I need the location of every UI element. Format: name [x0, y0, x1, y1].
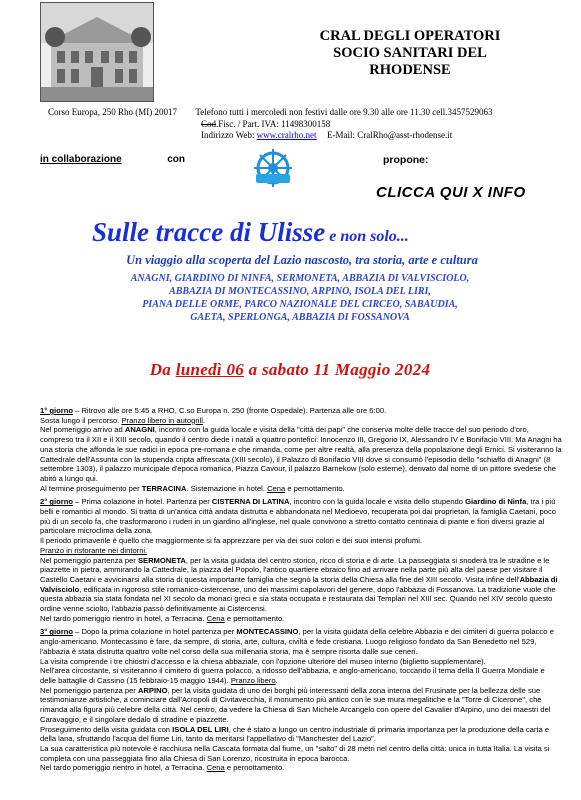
day-2-place: Giardino di Ninfa	[465, 497, 527, 507]
day-2-place: SERMONETA	[137, 555, 186, 565]
day-1-text: .	[202, 415, 206, 425]
day-3-text: Nel tardo pomeriggio rientro in hotel, a Terracina.	[40, 763, 207, 773]
day-1-place: TERRACINA	[141, 483, 187, 493]
collaboration-underlined: in collaborazione	[40, 154, 122, 165]
day-3-place: ARPINO	[137, 685, 168, 695]
day-3-text: La visita comprende i tre chiostri d'accesso e la chiesa abbaziale, con l'opzione ulteriore del museo interno (biglietto supplementare).	[40, 656, 486, 666]
destinations-line-3: PIANA DELLE ORME, PARCO NAZIONALE DEL CIRCEO, SABAUDIA,	[142, 299, 458, 310]
day-2-place: Abbazia di Valvisciolo	[40, 574, 558, 594]
day-3-text: e pernottamento.	[224, 763, 285, 773]
propone-label: propone:	[383, 154, 429, 166]
day-3-text: .	[275, 675, 278, 685]
website-link[interactable]: www.cralrho.net	[256, 130, 317, 140]
building-illustration	[41, 3, 153, 101]
day-1-lunch: Pranzo libero in autogrill	[121, 415, 203, 425]
contact-row-1	[48, 107, 568, 119]
day-3-text: La sua caratteristica più notevole è racchiusa nella Cascata formata dal fiume, un "salto" di 28 metri nel centro della città: unica in tutta Italia. La visita si completa con una passeggiata fino alla Chiesa di San Lorenzo, ricostruita in epoca barocca.	[40, 743, 550, 763]
day-2-text: e pernottamento.	[224, 613, 285, 623]
day-1-text: – Ritrovo alle ore 5:45 a RHO, C.so Europa n. 250 (fronte Ospedale). Partenza alle ore 6:00.	[73, 406, 387, 415]
day-3-text: Nel pomeriggio partenza per	[40, 685, 138, 695]
dates-start: lunedì 06	[175, 360, 245, 379]
day-1-text: . Sistemazione in hotel.	[186, 483, 268, 493]
day-3-place: MONTECASSINO	[236, 627, 299, 637]
codfisc-label: Cod	[201, 118, 217, 129]
ship-wheel-logo-icon	[248, 146, 298, 192]
event-subtitle: Un viaggio alla scoperta del Lazio nascosto, tra storia, arte e cultura	[126, 253, 478, 267]
destinations-list	[40, 272, 560, 324]
destinations-line-4: GAETA, SPERLONGA, ABBAZIA DI FOSSANOVA	[190, 312, 410, 323]
day-3-text: – Dopo la prima colazione in hotel partenza per	[73, 627, 237, 637]
day-3-text: Nell'area circostante, si visiteranno il cimitero di guerra polacco, a ridosso dell'abbazia, e anglo-americano, toccando il tema della II Guerra Mondiale e delle battaglie di Cassino (15 febbraio-15 maggio 1944).	[40, 666, 545, 685]
day-2-dinner: Cena	[206, 613, 225, 623]
day-3-text: , per la visita guidata della celebre Abbazia e dei cimiteri di guerra polacco e anglo-americano. Montecassino è fare, da sempre, di storia, arte, cultura, civiltà e fede cristiana. Luogo religioso fondato da San Benedetto nel 529, l'abbazia è stata distrutta quattro volte nel corso della sua millenaria storia, ma è sempre risorta dalle sue ceneri.	[40, 627, 554, 656]
day-2-text: Nel pomeriggio partenza per	[40, 555, 138, 565]
day-1-place: ANAGNI	[124, 425, 155, 435]
collaboration-label	[40, 154, 185, 165]
org-line-3: RHODENSE	[369, 62, 451, 78]
destinations-line-1: ANAGNI, GIARDINO DI NINFA, SERMONETA, ABBAZIA DI VALVISCIOLO,	[130, 273, 470, 284]
dates-prefix: Da	[149, 360, 172, 379]
day-2-place: CISTERNA DI LATINA	[211, 497, 290, 507]
web-label: Indirizzo Web:	[201, 130, 255, 140]
day-2-lunch: Pranzo in ristorante nei dintorni.	[40, 545, 148, 555]
event-dates	[40, 360, 540, 380]
day-2-text: Il periodo primaverile è quello che maggiormente si fa apprezzare per via dei suoi colori e dei suoi intensi profumi.	[40, 536, 422, 546]
day-1	[40, 406, 562, 493]
day-2	[40, 497, 562, 623]
day-1-text: , incontro con la guida locale e visita della "città dei papi" che conserva molte delle tracce del suo periodo d'oro, compreso tra il XII e il XIII secolo, quando il centro diede i natali a quattro pontefici: Innocenzo III, Gregorio IX, Alessandro IV e Bonifacio VIII. Ma Anagni ha una storia che affonda le sue radici in epoca pre-romana e che rimanda, come per altre realtà, alla presenza della popolazione degli Ernici. Si visiteranno la Cattedrale dell'Assunta con la stupenda cripta affrescata (XIII secolo), il Palazzo di Bonifacio VIII dove si consumò l'episodio dello "schiaffo di Anagni" (8 settembre 1303), il palazzo municipale d'epoca romanica, Piazza Cavour, il palazzo Barnekow (solo esterne), derivato dal nome di un pittore svedese che abitò a lungo qui.	[40, 425, 562, 483]
contact-block	[48, 107, 568, 142]
day-2-text: – Prima colazione in hotel. Partenza per	[73, 497, 212, 507]
day-3-lunch: Pranzo libero	[230, 675, 276, 685]
day-3-dinner: Cena	[206, 763, 225, 773]
header-building-photo	[40, 2, 154, 102]
org-line-1: CRAL DEGLI OPERATORI	[319, 28, 501, 44]
day-1-dinner: Cena	[267, 483, 286, 493]
day-2-text: , per la visita guidata del centro storico, ricco di storia e di arte. La passeggiata si snoderà tra le stradine e le piazzette in pietra, ammirando la Cattedrale, la piazza del Popolo, l'antico quartiere ebraico fino ad arrivare nella parte più alta del paese per visitare il Castello Caetani e avvicinarsi alla storia di questa importante famiglia che segnò la storia della Chiesa alla fine del XIII secolo. Visita infine dell'	[40, 555, 550, 584]
day-2-text: , edificata in rigoroso stile romanico-cistercense, uno dei massimi capolavori del genere, dopo l'abbazia di Fossanova. La tradizione vuole che questa abbazia sia stata fondata nel XI secolo da monaci greci e sia stata occupata e restaurata dai Templari nel XIII sec. Quando nel XIV secolo questo ordine venne sciolto, l'abbazia passò definitivamente ai Cistercensi.	[40, 584, 556, 614]
org-line-2: SOCIO SANITARI DEL	[333, 45, 487, 61]
dates-end: a sabato 11 Maggio 2024	[248, 360, 431, 379]
event-title-main: Sulle tracce di Ulisse	[92, 217, 326, 247]
info-link[interactable]: CLICCA QUI X INFO	[376, 184, 526, 201]
day-3	[40, 627, 562, 773]
day-3-place: ISOLA DEL LIRI	[172, 724, 229, 734]
day-1-label: 1° giorno	[40, 406, 73, 415]
email: E-Mail: CralRho@asst-rhodense.it	[327, 130, 453, 140]
contact-row-3	[48, 130, 568, 142]
address: Corso Europa, 250 Rho (MI) 20017	[48, 107, 177, 117]
day-1-text: Al termine proseguimento per	[40, 483, 142, 493]
day-3-text: , per la visita guidata di uno dei borghi più interessanti della zona interna del Frusinate per la bellezza delle sue testimonianze artistiche, a cominciare dall'Acropoli di Civitavecchia, il monumento più antico con le sue mura megalitiche e la "Torre di Cicerone", che rimanda alla figura più celebre della città. Nel centro, da vedere la Chiesa di San Michele Arcangelo con opere del Cavalier d'Arpino, uno dei maestri del Caravaggio, e il singolare dedalo di stradine e piazzette.	[40, 685, 551, 724]
itinerary	[40, 406, 562, 777]
partner-logo	[248, 146, 298, 192]
day-1-text: e pernottamento.	[285, 483, 345, 493]
organization-name	[300, 28, 520, 79]
phone: Telefono tutti i mercoledì non festivi dalle ore 9.30 alle ore 11.30 cell.3457529063	[195, 107, 493, 117]
codfisc-value: .Fisc. / Part. IVA: 11498300158	[216, 118, 331, 129]
day-2-text: Nel tardo pomeriggio rientro in hotel, a Terracina.	[40, 613, 207, 623]
day-3-label: 3° giorno	[40, 627, 73, 637]
event-title-suffix: e non solo...	[329, 228, 409, 245]
day-2-text: , tra i più belli e romantici al mondo. Si tratta di un'antica città andata distrutta e abbandonata nel Medioevo, recuperata poi dai proprietari, la famiglia Caetani, poco più di un secolo fa, che trasformarono i ruderi in un giardino all'inglese, nel quale convivono a stretto contatto centinaia di piante e fiori diversi grazie al particolare microclima della zona.	[40, 497, 557, 536]
collaboration-con: con	[167, 154, 186, 165]
destinations-line-2: ABBAZIA DI MONTECASSINO, ARPINO, ISOLA DEL LIRI,	[169, 286, 431, 297]
event-title	[92, 217, 409, 248]
day-1-text: Sosta lungo il percorso.	[40, 415, 122, 425]
day-1-text: Nel pomeriggio arrivo ad	[40, 425, 125, 435]
contact-row-2	[48, 119, 568, 131]
day-3-text: Proseguimento della visita guidata con	[40, 724, 173, 734]
day-2-label: 2° giorno	[40, 497, 73, 507]
day-3-text: , che è stato a lungo un centro industriale di primaria importanza per la produzione della carta e della lana, sfruttando l'acqua del fiume Liri, tanto da meritarsi l'appellativo di "Manchester del Lazio".	[40, 724, 550, 744]
day-2-text: , incontro con la guida locale e visita dello stupendo	[289, 497, 466, 507]
